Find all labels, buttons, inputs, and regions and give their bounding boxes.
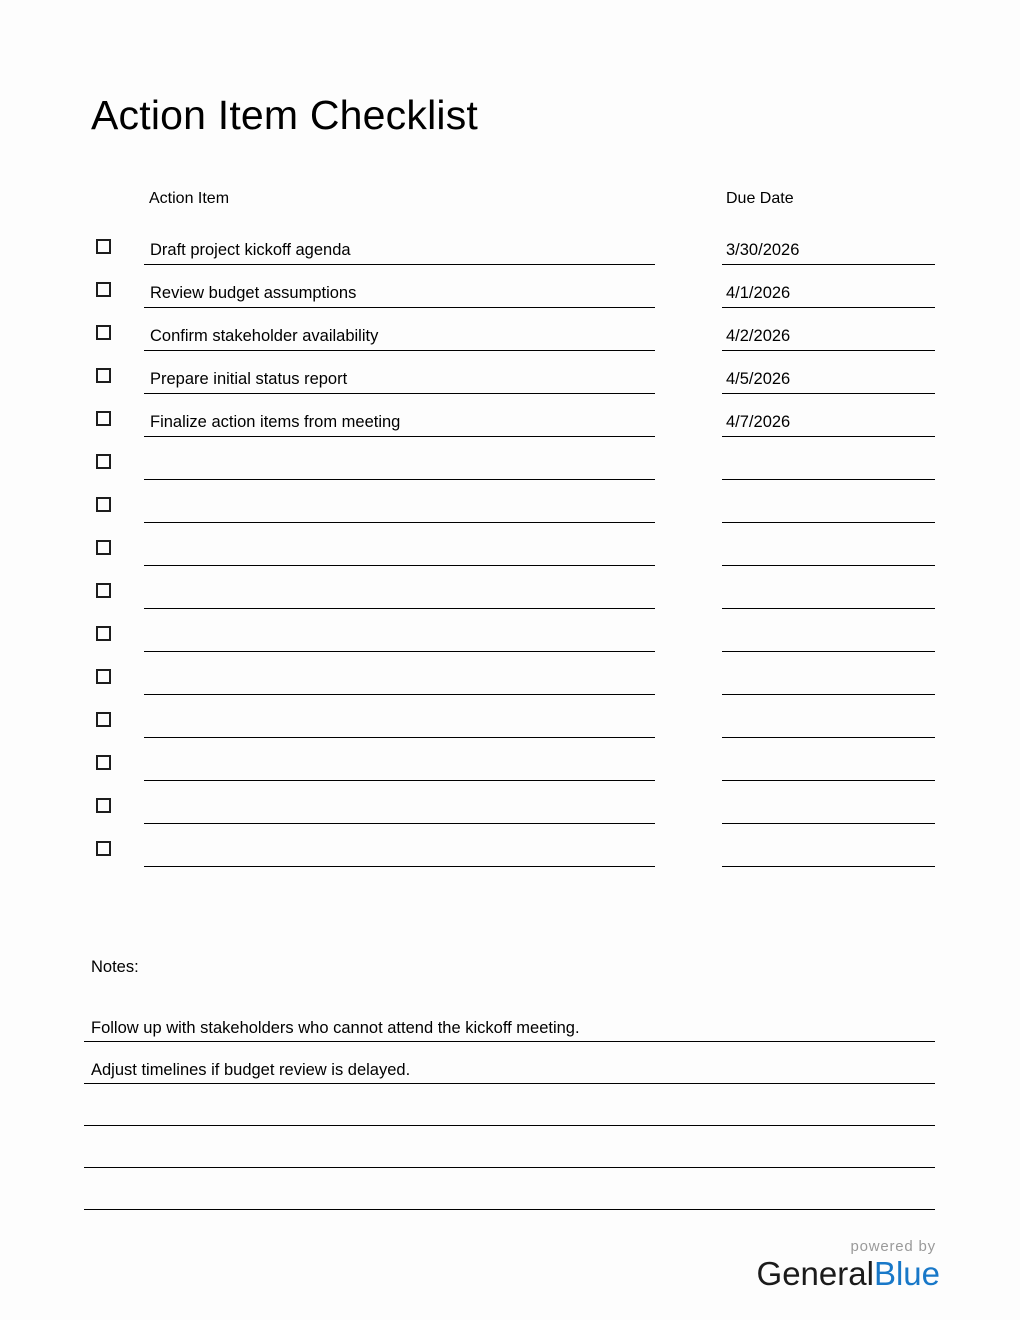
checkbox-icon[interactable] (96, 626, 111, 641)
table-row (0, 834, 1020, 877)
powered-by-label: powered by (850, 1238, 936, 1255)
due-date-field[interactable] (722, 533, 935, 566)
column-header-action-item: Action Item (149, 190, 230, 207)
due-date-field[interactable] (722, 834, 935, 867)
footer-logo (757, 1238, 940, 1292)
checkbox-icon[interactable] (96, 798, 111, 813)
action-item-table (0, 190, 1020, 877)
action-item-field[interactable] (144, 318, 655, 351)
due-date-value: 4/2/2026 (726, 327, 791, 345)
action-item-field[interactable] (144, 275, 655, 308)
note-line[interactable] (84, 1084, 935, 1126)
table-row (0, 318, 1020, 361)
action-item-field[interactable] (144, 490, 655, 523)
action-item-field[interactable] (144, 533, 655, 566)
table-row (0, 232, 1020, 275)
table-row (0, 748, 1020, 791)
note-line-value: Adjust timelines if budget review is delayed. (91, 1061, 411, 1079)
due-date-field[interactable] (722, 275, 935, 308)
due-date-value: 4/1/2026 (726, 284, 791, 302)
note-line-value: Follow up with stakeholders who cannot attend the kickoff meeting. (91, 1019, 580, 1037)
due-date-field[interactable] (722, 404, 935, 437)
note-line[interactable] (84, 1126, 935, 1168)
checkbox-icon[interactable] (96, 411, 111, 426)
table-row (0, 576, 1020, 619)
brand-name-second: Blue (873, 1255, 940, 1292)
checkbox-icon[interactable] (96, 540, 111, 555)
table-row (0, 490, 1020, 533)
note-line[interactable] (84, 1168, 935, 1210)
table-row (0, 619, 1020, 662)
due-date-value: 4/5/2026 (726, 370, 791, 388)
due-date-field[interactable] (722, 705, 935, 738)
action-item-value: Review budget assumptions (150, 284, 357, 302)
action-item-field[interactable] (144, 834, 655, 867)
column-header-due-date: Due Date (726, 190, 794, 207)
action-item-field[interactable] (144, 662, 655, 695)
note-line[interactable] (84, 1000, 935, 1042)
brand-name (757, 1256, 940, 1292)
action-item-field[interactable] (144, 404, 655, 437)
due-date-field[interactable] (722, 232, 935, 265)
table-header-row (0, 190, 1020, 220)
action-item-field[interactable] (144, 361, 655, 394)
table-row (0, 705, 1020, 748)
due-date-field[interactable] (722, 447, 935, 480)
action-item-value: Draft project kickoff agenda (150, 241, 351, 259)
due-date-value: 4/7/2026 (726, 413, 791, 431)
checkbox-icon[interactable] (96, 583, 111, 598)
table-row (0, 447, 1020, 490)
brand-name-first: General (756, 1255, 874, 1292)
action-item-field[interactable] (144, 619, 655, 652)
table-row (0, 662, 1020, 705)
action-item-field[interactable] (144, 791, 655, 824)
action-item-value: Confirm stakeholder availability (150, 327, 379, 345)
due-date-value: 3/30/2026 (726, 241, 800, 259)
notes-label: Notes: (91, 958, 139, 976)
checkbox-icon[interactable] (96, 282, 111, 297)
checkbox-icon[interactable] (96, 841, 111, 856)
table-row (0, 791, 1020, 834)
table-row (0, 533, 1020, 576)
checkbox-icon[interactable] (96, 368, 111, 383)
checkbox-icon[interactable] (96, 755, 111, 770)
table-row (0, 361, 1020, 404)
table-body (0, 232, 1020, 877)
due-date-field[interactable] (722, 619, 935, 652)
due-date-field[interactable] (722, 791, 935, 824)
note-line[interactable] (84, 1042, 935, 1084)
checkbox-icon[interactable] (96, 669, 111, 684)
checkbox-icon[interactable] (96, 497, 111, 512)
checkbox-icon[interactable] (96, 712, 111, 727)
action-item-value: Prepare initial status report (150, 370, 348, 388)
action-item-field[interactable] (144, 232, 655, 265)
action-item-field[interactable] (144, 447, 655, 480)
due-date-field[interactable] (722, 490, 935, 523)
due-date-field[interactable] (722, 748, 935, 781)
action-item-field[interactable] (144, 748, 655, 781)
due-date-field[interactable] (722, 576, 935, 609)
checkbox-icon[interactable] (96, 239, 111, 254)
due-date-field[interactable] (722, 662, 935, 695)
checkbox-icon[interactable] (96, 325, 111, 340)
due-date-field[interactable] (722, 361, 935, 394)
action-item-field[interactable] (144, 705, 655, 738)
due-date-field[interactable] (722, 318, 935, 351)
checkbox-icon[interactable] (96, 454, 111, 469)
page-title: Action Item Checklist (91, 92, 478, 138)
table-row (0, 404, 1020, 447)
action-item-value: Finalize action items from meeting (150, 413, 401, 431)
table-row (0, 275, 1020, 318)
action-item-field[interactable] (144, 576, 655, 609)
notes-lines (84, 1000, 935, 1210)
